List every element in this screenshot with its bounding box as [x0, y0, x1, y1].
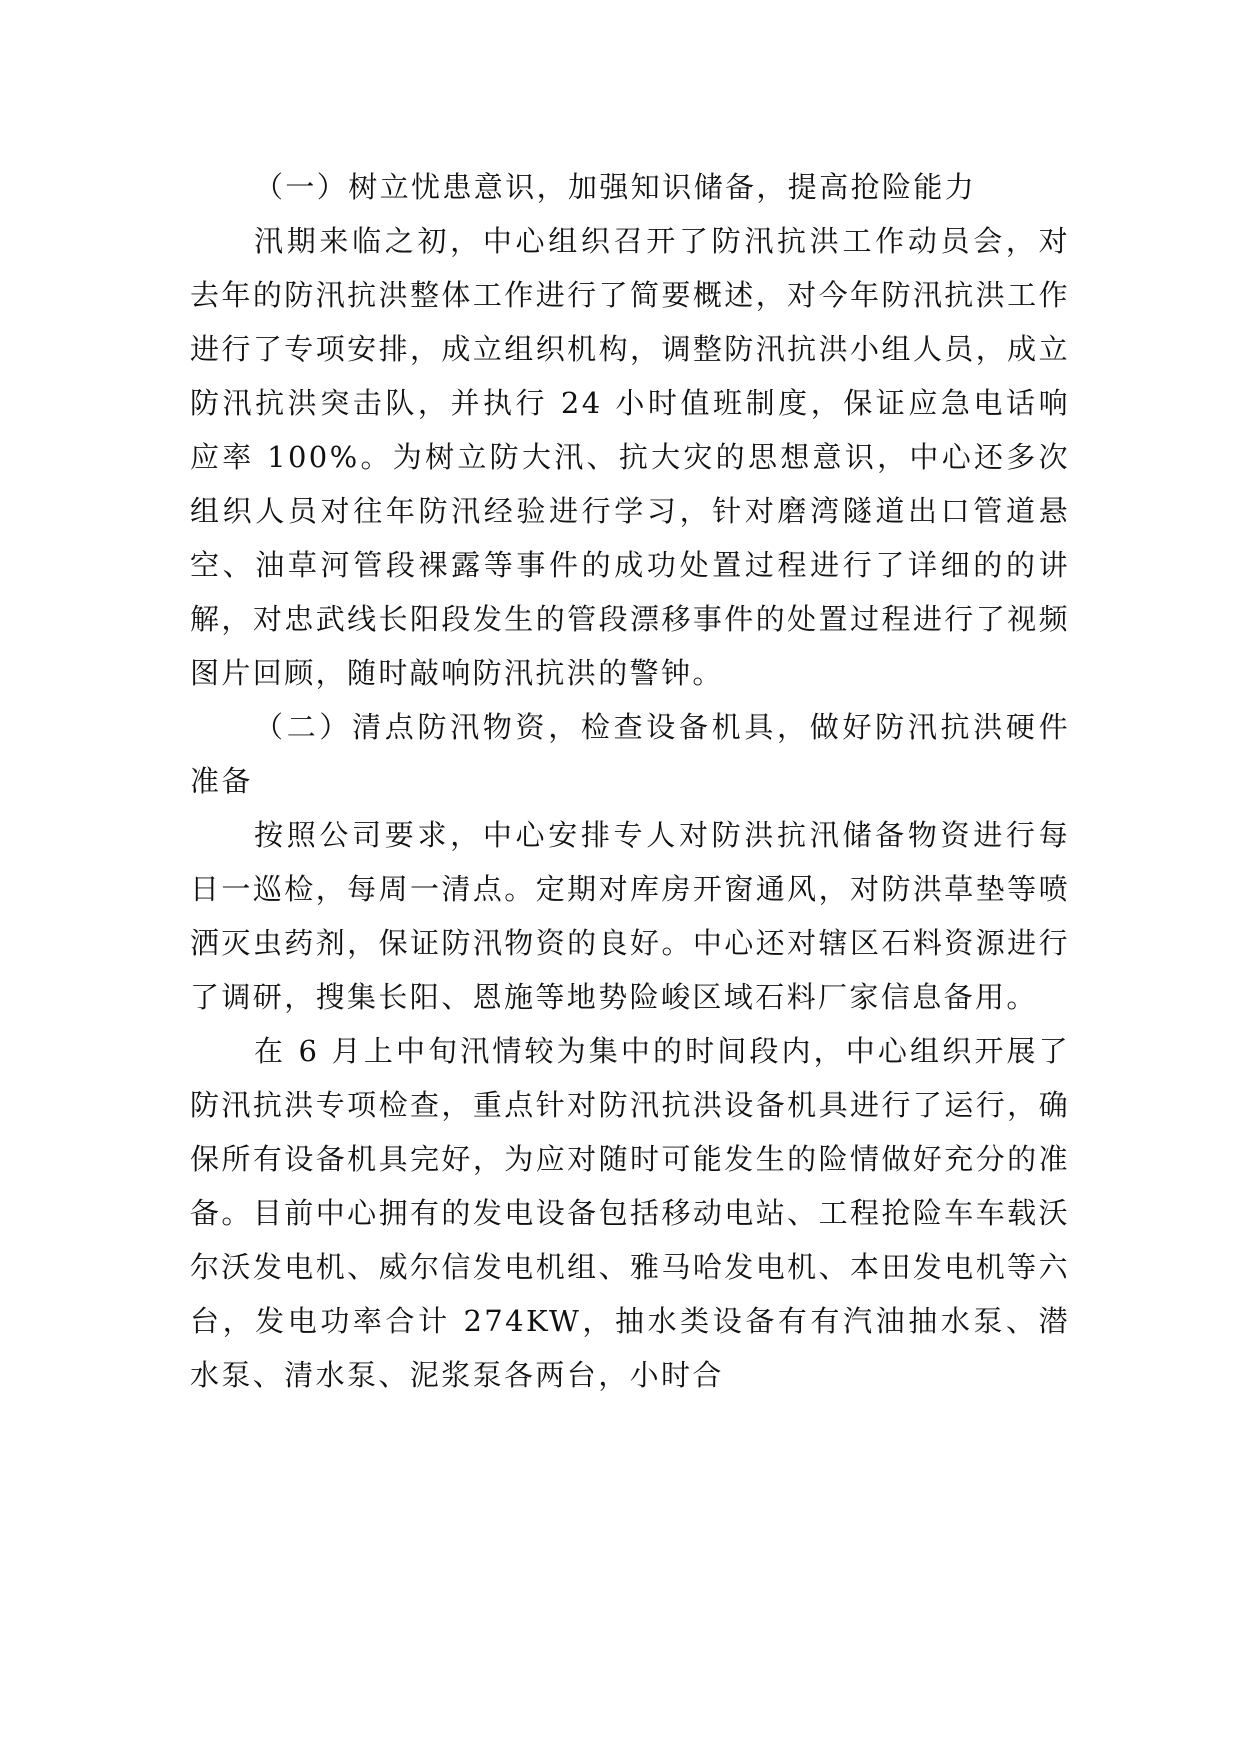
paragraph-2: 按照公司要求，中心安排专人对防洪抗汛储备物资进行每日一巡检，每周一清点。定期对库房开窗通风，对防洪草垫等喷洒灭虫药剂，保证防汛物资的良好。中心还对辖区石料资源进行了调研，搜集长阳、恩施等地势险峻区域石料厂家信息备用。 — [190, 818, 1070, 1014]
section-heading-2: （二）清点防汛物资，检查设备机具，做好防汛抗洪硬件准备 — [190, 710, 1070, 798]
document-body — [190, 160, 1070, 1402]
paragraph-1: 汛期来临之初，中心组织召开了防汛抗洪工作动员会，对去年的防汛抗洪整体工作进行了简要概述，对今年防汛抗洪工作进行了专项安排，成立组织机构，调整防汛抗洪小组人员，成立防汛抗洪突击队，并执行 24 小时值班制度，保证应急电话响应率 100%。为树立防大汛、抗大灾的思想意识，中心还多次组织人员对往年防汛经验进行学习，针对磨湾隧道出口管道悬空、油草河管段裸露等事件的成功处置过程进行了详细的的讲解，对忠武线长阳段发生的管段漂移事件的处置过程进行了视频图片回顾，随时敲响防汛抗洪的警钟。 — [190, 224, 1070, 690]
section-heading-1: （一）树立忧患意识，加强知识储备，提高抢险能力 — [254, 170, 977, 204]
paragraph-3: 在 6 月上中旬汛情较为集中的时间段内，中心组织开展了防汛抗洪专项检查，重点针对防汛抗洪设备机具进行了运行，确保所有设备机具完好，为应对随时可能发生的险情做好充分的准备。目前中心拥有的发电设备包括移动电站、工程抢险车车载沃尔沃发电机、威尔信发电机组、雅马哈发电机、本田发电机等六台，发电功率合计 274KW，抽水类设备有有汽油抽水泵、潜水泵、清水泵、泥浆泵各两台，小时合 — [190, 1034, 1070, 1392]
